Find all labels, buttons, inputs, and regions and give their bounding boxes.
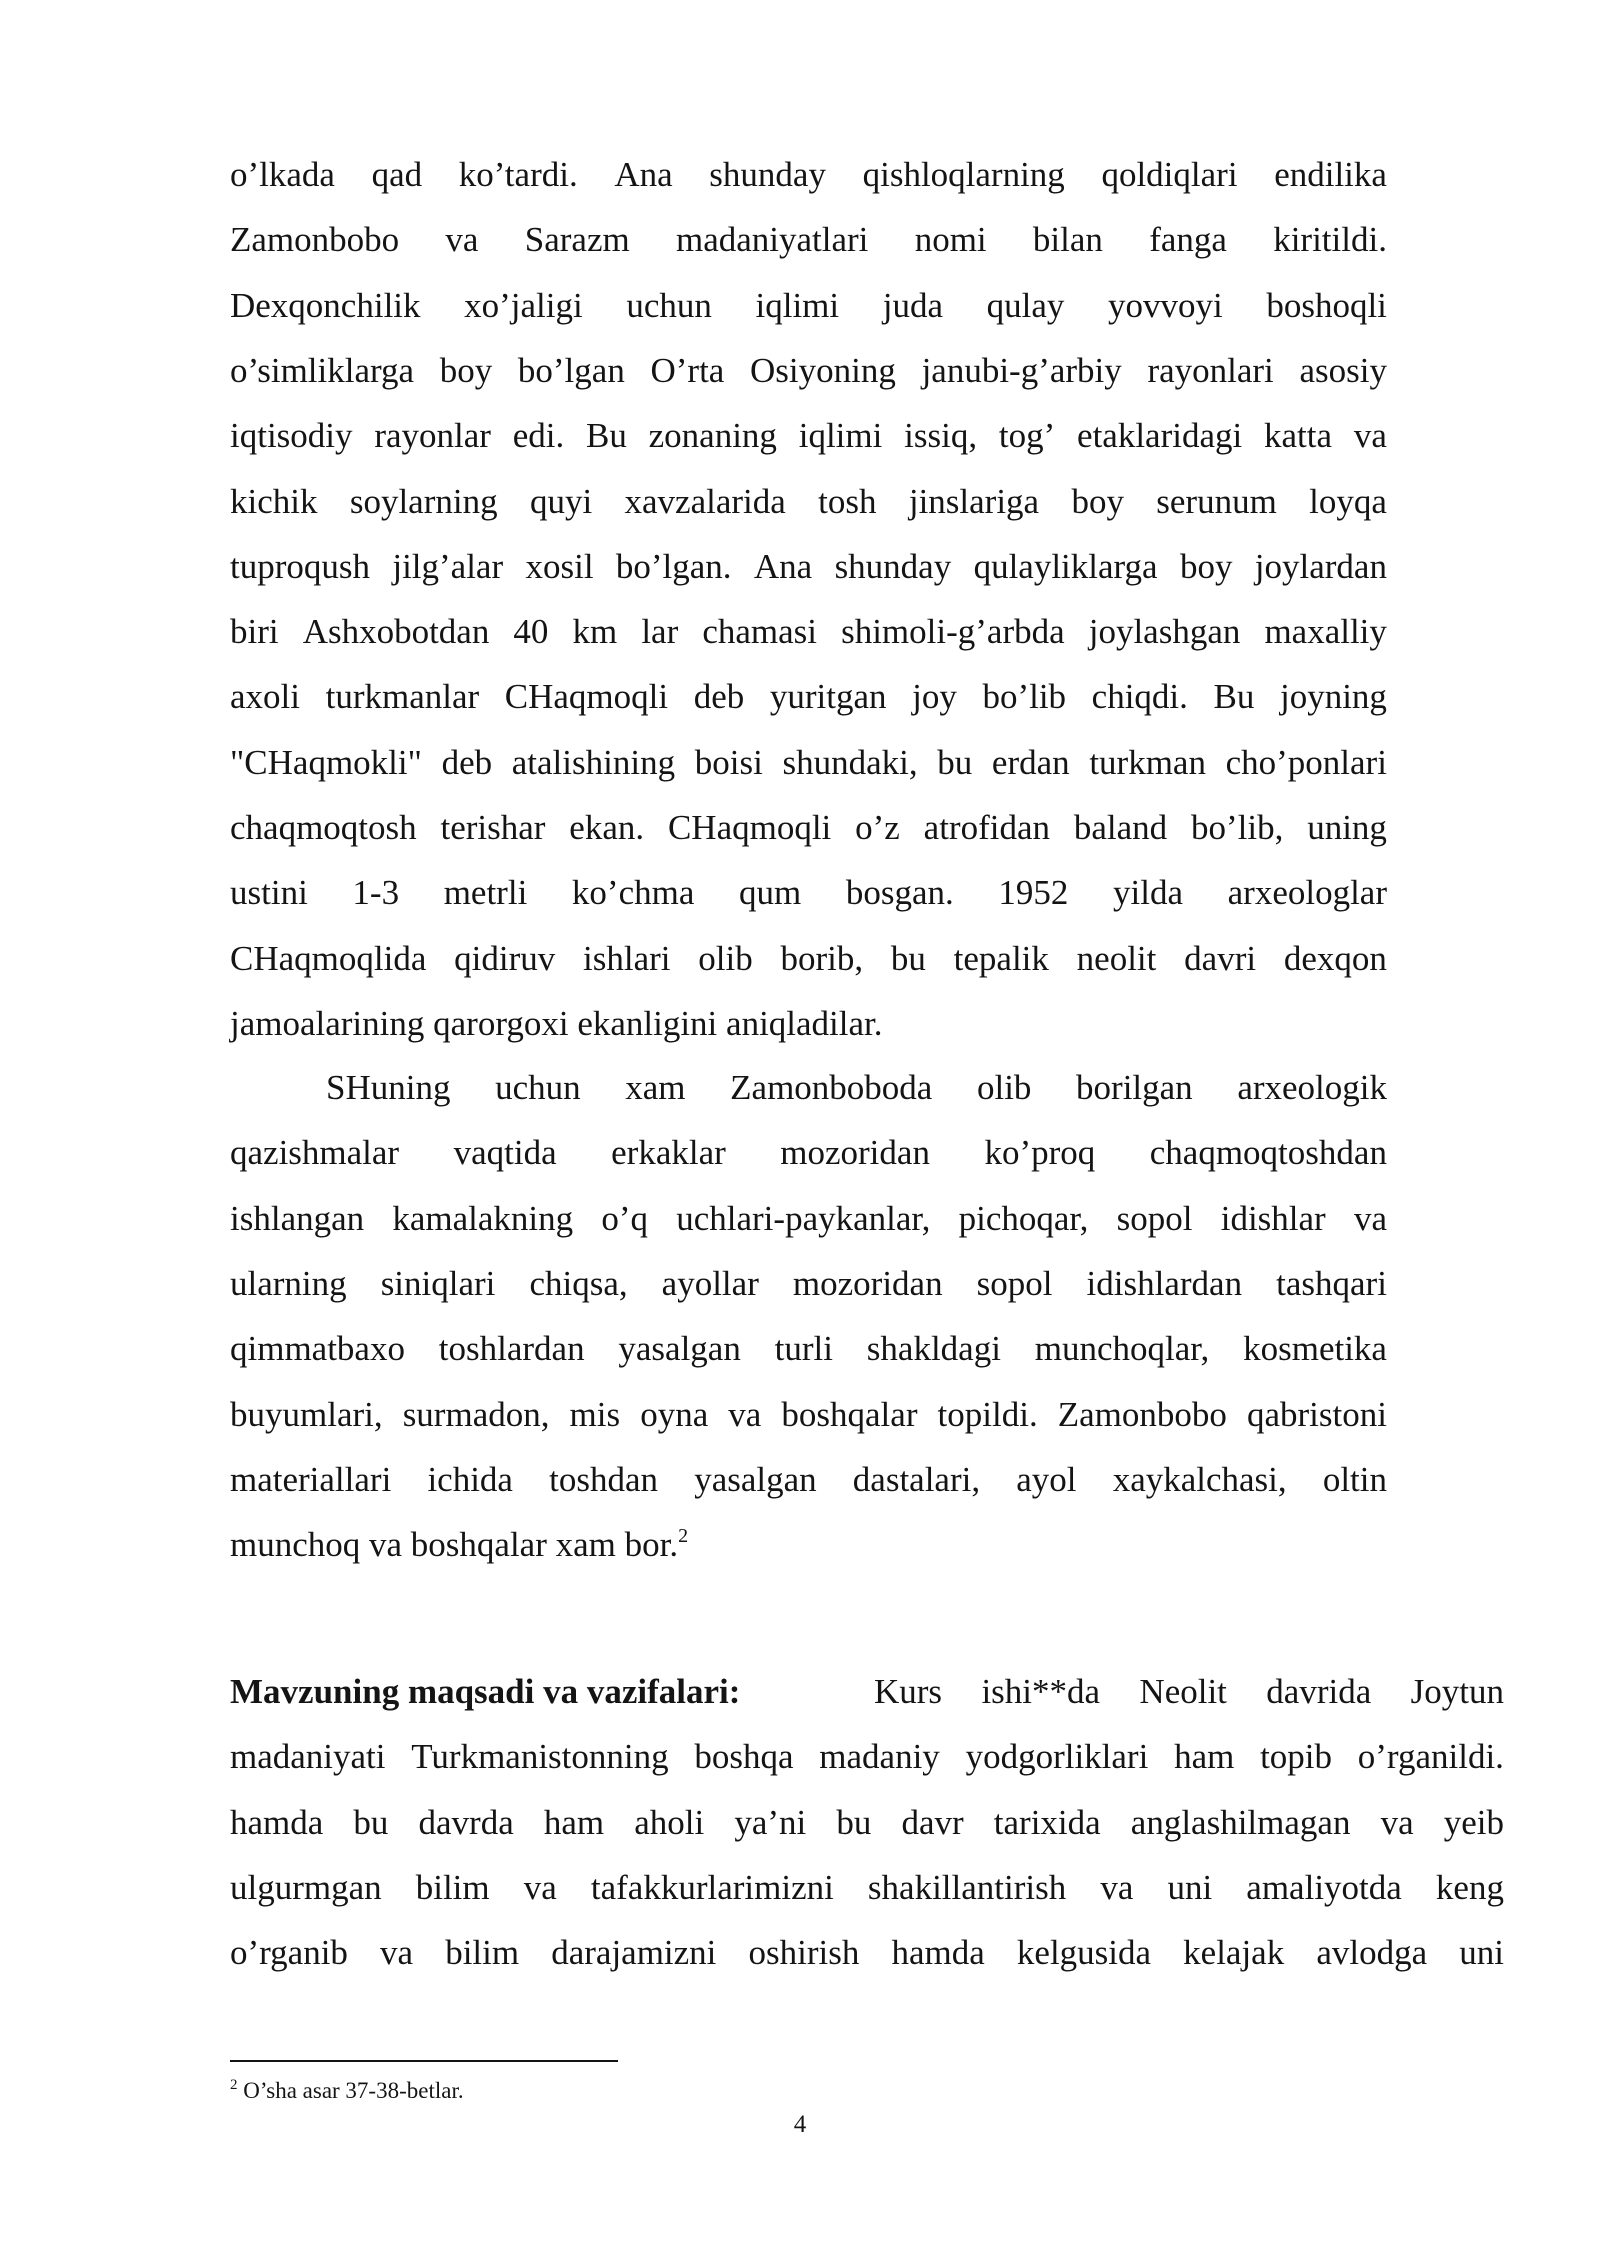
- section-heading: Mavzuning maqsadi va vazifalari:: [230, 1672, 741, 1711]
- word: uning: [1307, 808, 1387, 847]
- word: nomi: [914, 220, 987, 259]
- word: terishar: [440, 808, 546, 847]
- word: qidiruv: [454, 939, 556, 978]
- paragraph-2-line: [230, 1327, 1387, 1371]
- paragraph-2-line: [230, 1131, 1387, 1175]
- word: joyning: [1279, 677, 1387, 716]
- word: bu: [353, 1803, 389, 1842]
- word: turli: [774, 1329, 833, 1368]
- paragraph-1-line: [230, 937, 1387, 981]
- word: katta: [1264, 416, 1333, 455]
- word: bo’lib: [982, 677, 1067, 716]
- word: shunday: [709, 155, 826, 194]
- word: dexqon: [1283, 939, 1387, 978]
- word: shundaki,: [782, 743, 918, 782]
- word: avlodga: [1316, 1933, 1428, 1972]
- word: oyna: [640, 1395, 709, 1434]
- word: endilika: [1274, 155, 1387, 194]
- word: chiqdi.: [1091, 677, 1188, 716]
- word: boy: [1179, 547, 1233, 586]
- word: tafakkurlarimizni: [590, 1868, 834, 1907]
- word: chamasi: [702, 612, 817, 651]
- word: bo’lgan: [517, 351, 625, 390]
- word: janubi-g’arbiy: [921, 351, 1122, 390]
- word: mozoridan: [780, 1133, 930, 1172]
- word: Zamonbobo: [230, 220, 400, 259]
- paragraph-1-line: [230, 480, 1387, 524]
- word: 1-3: [352, 873, 400, 912]
- section-lead-rest: [874, 1670, 1504, 1714]
- footnote-number: 2: [230, 2077, 238, 2093]
- word: fanga: [1149, 220, 1227, 259]
- word: qishloqlarning: [862, 155, 1065, 194]
- word: edi.: [512, 416, 565, 455]
- word: va: [523, 1868, 557, 1907]
- word: va: [1353, 416, 1387, 455]
- word: tog’: [998, 416, 1056, 455]
- word: zonaning: [648, 416, 777, 455]
- word: cho’ponlari: [1225, 743, 1387, 782]
- word: turkman: [1089, 743, 1206, 782]
- word: shunday: [834, 547, 952, 586]
- word: hamda: [230, 1803, 324, 1842]
- word: ko’tardi.: [458, 155, 578, 194]
- paragraph-2-last-line: [230, 1523, 688, 1567]
- word: ko’proq: [984, 1133, 1096, 1172]
- paragraph-1-line: [230, 610, 1387, 654]
- word: va: [445, 220, 479, 259]
- word: kiritildi.: [1273, 220, 1387, 259]
- word: oshirish: [748, 1933, 860, 1972]
- word: shimoli-g’arbda: [841, 612, 1065, 651]
- word: o’z: [855, 808, 900, 847]
- word: CHaqmoqli: [504, 677, 669, 716]
- word: pichoqar,: [958, 1199, 1089, 1238]
- word: davri: [1184, 939, 1257, 978]
- word: davrida: [1266, 1672, 1372, 1711]
- word: madaniy: [819, 1737, 940, 1776]
- word: boy: [1071, 482, 1124, 521]
- section-line: [230, 1931, 1504, 1975]
- word: idishlar: [1220, 1199, 1326, 1238]
- word: materiallari: [230, 1460, 392, 1499]
- word: ayollar: [661, 1264, 759, 1303]
- word: qimmatbaxo: [230, 1329, 405, 1368]
- word: 40: [513, 612, 549, 651]
- section-line: [230, 1801, 1504, 1845]
- word: davrda: [418, 1803, 514, 1842]
- word: uni: [1167, 1868, 1213, 1907]
- word: yasalgan: [694, 1460, 817, 1499]
- word: hamda: [891, 1933, 985, 1972]
- word: Sarazm: [524, 220, 630, 259]
- paragraph-2-line: [230, 1393, 1387, 1437]
- word: xosil: [525, 547, 594, 586]
- word: va: [1353, 1199, 1387, 1238]
- word: xaykalchasi,: [1112, 1460, 1287, 1499]
- word: keng: [1435, 1868, 1504, 1907]
- word: siniqlari: [380, 1264, 496, 1303]
- word: toshdan: [549, 1460, 659, 1499]
- paragraph-1-line: [230, 153, 1387, 197]
- word: va: [1380, 1803, 1414, 1842]
- word: munchoqlar,: [1034, 1329, 1210, 1368]
- word: neolit: [1076, 939, 1157, 978]
- word: chaqmoqtoshdan: [1149, 1133, 1387, 1172]
- word: o’rganib: [230, 1933, 348, 1972]
- word: bu: [937, 743, 973, 782]
- word: anglashilmagan: [1130, 1803, 1351, 1842]
- word: SHuning: [326, 1068, 451, 1107]
- word: tashqari: [1276, 1264, 1387, 1303]
- word: deb: [693, 677, 745, 716]
- word: lar: [641, 612, 679, 651]
- word: kelajak: [1183, 1933, 1285, 1972]
- word: serunum: [1156, 482, 1277, 521]
- word: tepalik: [953, 939, 1049, 978]
- word: biri: [230, 612, 279, 651]
- word: qum: [739, 873, 802, 912]
- word: topildi.: [937, 1395, 1038, 1434]
- word: ya’ni: [734, 1803, 807, 1842]
- paragraph-1-line: [230, 284, 1387, 328]
- paragraph-2-line: [230, 1458, 1387, 1502]
- word: erkaklar: [611, 1133, 726, 1172]
- word: erdan: [991, 743, 1070, 782]
- word: dastalari,: [852, 1460, 981, 1499]
- word: ayol: [1016, 1460, 1077, 1499]
- word: atalishining: [511, 743, 676, 782]
- word: uchun: [495, 1068, 581, 1107]
- word: yuritgan: [769, 677, 887, 716]
- paragraph-2-line: [230, 1262, 1387, 1306]
- word: yilda: [1113, 873, 1183, 912]
- word: ishlangan: [230, 1199, 365, 1238]
- word: bilan: [1032, 220, 1103, 259]
- word: qulayliklarga: [973, 547, 1158, 586]
- word: ekan.: [569, 808, 645, 847]
- word: joy: [912, 677, 957, 716]
- word: davr: [901, 1803, 964, 1842]
- word: tuproqush: [230, 547, 370, 586]
- footnote: [230, 2076, 464, 2106]
- word: yeib: [1443, 1803, 1504, 1842]
- word: deb: [441, 743, 493, 782]
- word: yasalgan: [618, 1329, 741, 1368]
- word: "CHaqmokli": [230, 743, 422, 782]
- word: kamalakning: [392, 1199, 574, 1238]
- word: quyi: [529, 482, 593, 521]
- word: Neolit: [1139, 1672, 1227, 1711]
- page-number: 4: [793, 2111, 807, 2138]
- word: chaqmoqtosh: [230, 808, 417, 847]
- word: ham: [543, 1803, 605, 1842]
- word: Dexqonchilik: [230, 286, 421, 325]
- word: Turkmanistonning: [411, 1737, 669, 1776]
- word: uchlari-paykanlar,: [676, 1199, 931, 1238]
- word: O’rta: [650, 351, 725, 390]
- word: loyqa: [1309, 482, 1387, 521]
- word: toshlardan: [438, 1329, 585, 1368]
- word: arxeologlar: [1227, 873, 1387, 912]
- word: surmadon,: [402, 1395, 550, 1434]
- paragraph-1-line: [230, 675, 1387, 719]
- word: soylarning: [349, 482, 498, 521]
- word: chiqsa,: [529, 1264, 628, 1303]
- word: o’lkada: [230, 155, 335, 194]
- word: madaniyati: [230, 1737, 386, 1776]
- word: aholi: [634, 1803, 705, 1842]
- footnote-reference: 2: [678, 1525, 689, 1547]
- paragraph-2-line: [230, 1197, 1387, 1241]
- word: qabristoni: [1246, 1395, 1387, 1434]
- word: mis: [569, 1395, 621, 1434]
- word: qazishmalar: [230, 1133, 400, 1172]
- word: sopol: [1116, 1199, 1193, 1238]
- word: buyumlari,: [230, 1395, 383, 1434]
- word: sopol: [976, 1264, 1053, 1303]
- word: km: [572, 612, 618, 651]
- paragraph-1-line: [230, 414, 1387, 458]
- word: va: [1100, 1868, 1134, 1907]
- word: idishlardan: [1086, 1264, 1243, 1303]
- word: Bu: [1213, 677, 1255, 716]
- paragraph-1-line: [230, 349, 1387, 393]
- word: Ana: [753, 547, 813, 586]
- word: o’q: [601, 1199, 649, 1238]
- word: qad: [371, 155, 423, 194]
- word: iqlimi: [798, 416, 883, 455]
- word: issiq,: [904, 416, 978, 455]
- word: bosgan.: [845, 873, 954, 912]
- word: turkmanlar: [325, 677, 480, 716]
- paragraph-2-last-line-text: munchoq va boshqalar xam bor.: [230, 1525, 679, 1564]
- word: kichik: [230, 482, 318, 521]
- paragraph-2-first-line: [326, 1066, 1387, 1110]
- word: o’rganildi.: [1357, 1737, 1504, 1776]
- footnote-text: O’sha asar 37-38-betlar.: [243, 2078, 464, 2103]
- word: axoli: [230, 677, 300, 716]
- word: o’simliklarga: [230, 351, 415, 390]
- word: juda: [882, 286, 943, 325]
- word: ishi**da: [981, 1672, 1101, 1711]
- word: 1952: [998, 873, 1069, 912]
- word: bu: [890, 939, 926, 978]
- word: CHaqmoqlida: [230, 939, 427, 978]
- word: mozoridan: [792, 1264, 943, 1303]
- word: iqtisodiy: [230, 416, 353, 455]
- word: shakillantirish: [867, 1868, 1067, 1907]
- word: uchun: [626, 286, 712, 325]
- word: maxalliy: [1264, 612, 1387, 651]
- word: metrli: [443, 873, 528, 912]
- word: boshqa: [694, 1737, 794, 1776]
- word: olib: [698, 939, 753, 978]
- word: jilg’alar: [392, 547, 504, 586]
- paragraph-1-line: [230, 806, 1387, 850]
- word: asosiy: [1299, 351, 1387, 390]
- word: uni: [1459, 1933, 1504, 1972]
- word: bo’lib,: [1190, 808, 1284, 847]
- word: Bu: [586, 416, 627, 455]
- word: yovvoyi: [1107, 286, 1223, 325]
- word: shakldagi: [866, 1329, 1001, 1368]
- section-line: [230, 1735, 1504, 1779]
- word: ko’chma: [571, 873, 695, 912]
- word: Zamonboboda: [730, 1068, 933, 1107]
- word: ichida: [427, 1460, 513, 1499]
- word: ham: [1174, 1737, 1235, 1776]
- word: vaqtida: [453, 1133, 557, 1172]
- paragraph-1-last-line: jamoalarining qarorgoxi ekanligini aniqladilar.: [230, 1004, 883, 1043]
- word: xam: [625, 1068, 686, 1107]
- word: qulay: [986, 286, 1065, 325]
- word: Osiyoning: [750, 351, 896, 390]
- word: yodgorliklari: [965, 1737, 1149, 1776]
- word: kosmetika: [1243, 1329, 1387, 1368]
- word: rayonlar: [374, 416, 491, 455]
- word: Joytun: [1410, 1672, 1504, 1711]
- word: bilim: [445, 1933, 520, 1972]
- word: tosh: [818, 482, 877, 521]
- word: oltin: [1322, 1460, 1387, 1499]
- word: topib: [1260, 1737, 1333, 1776]
- word: ustini: [230, 873, 308, 912]
- word: boshqalar: [781, 1395, 918, 1434]
- word: jinslariga: [908, 482, 1040, 521]
- paragraph-1-line: [230, 218, 1387, 262]
- word: borilgan: [1076, 1068, 1193, 1107]
- word: joylardan: [1254, 547, 1387, 586]
- word: iqlimi: [755, 286, 840, 325]
- word: bo’lgan.: [615, 547, 732, 586]
- word: bilim: [415, 1868, 490, 1907]
- word: rayonlari: [1147, 351, 1274, 390]
- word: kelgusida: [1016, 1933, 1152, 1972]
- word: boshoqli: [1266, 286, 1387, 325]
- paragraph-1-line: [230, 741, 1387, 785]
- word: etaklaridagi: [1077, 416, 1243, 455]
- section-line: [230, 1866, 1504, 1910]
- word: ishlari: [583, 939, 671, 978]
- word: baland: [1073, 808, 1168, 847]
- word: xavzalarida: [624, 482, 786, 521]
- word: xo’jaligi: [464, 286, 583, 325]
- word: joylashgan: [1088, 612, 1241, 651]
- footnote-separator: [230, 2060, 618, 2062]
- word: arxeologik: [1237, 1068, 1387, 1107]
- word: Zamonbobo: [1057, 1395, 1227, 1434]
- word: ularning: [230, 1264, 347, 1303]
- section-lead-line: [230, 1670, 1504, 1714]
- word: darajamizni: [551, 1933, 717, 1972]
- word: Ana: [614, 155, 673, 194]
- word: atrofidan: [923, 808, 1050, 847]
- word: tarixida: [993, 1803, 1101, 1842]
- word: va: [380, 1933, 414, 1972]
- word: va: [728, 1395, 762, 1434]
- paragraph-1-line: [230, 545, 1387, 589]
- word: borib,: [780, 939, 864, 978]
- word: CHaqmoqli: [667, 808, 832, 847]
- word: ulgurmgan: [230, 1868, 382, 1907]
- word: olib: [976, 1068, 1032, 1107]
- word: bu: [836, 1803, 872, 1842]
- word: boy: [439, 351, 493, 390]
- word: amaliyotda: [1246, 1868, 1402, 1907]
- paragraph-1-line: [230, 871, 1387, 915]
- word: Kurs: [874, 1672, 943, 1711]
- word: Ashxobotdan: [302, 612, 490, 651]
- word: madaniyatlari: [675, 220, 869, 259]
- word: boisi: [694, 743, 763, 782]
- word: qoldiqlari: [1101, 155, 1238, 194]
